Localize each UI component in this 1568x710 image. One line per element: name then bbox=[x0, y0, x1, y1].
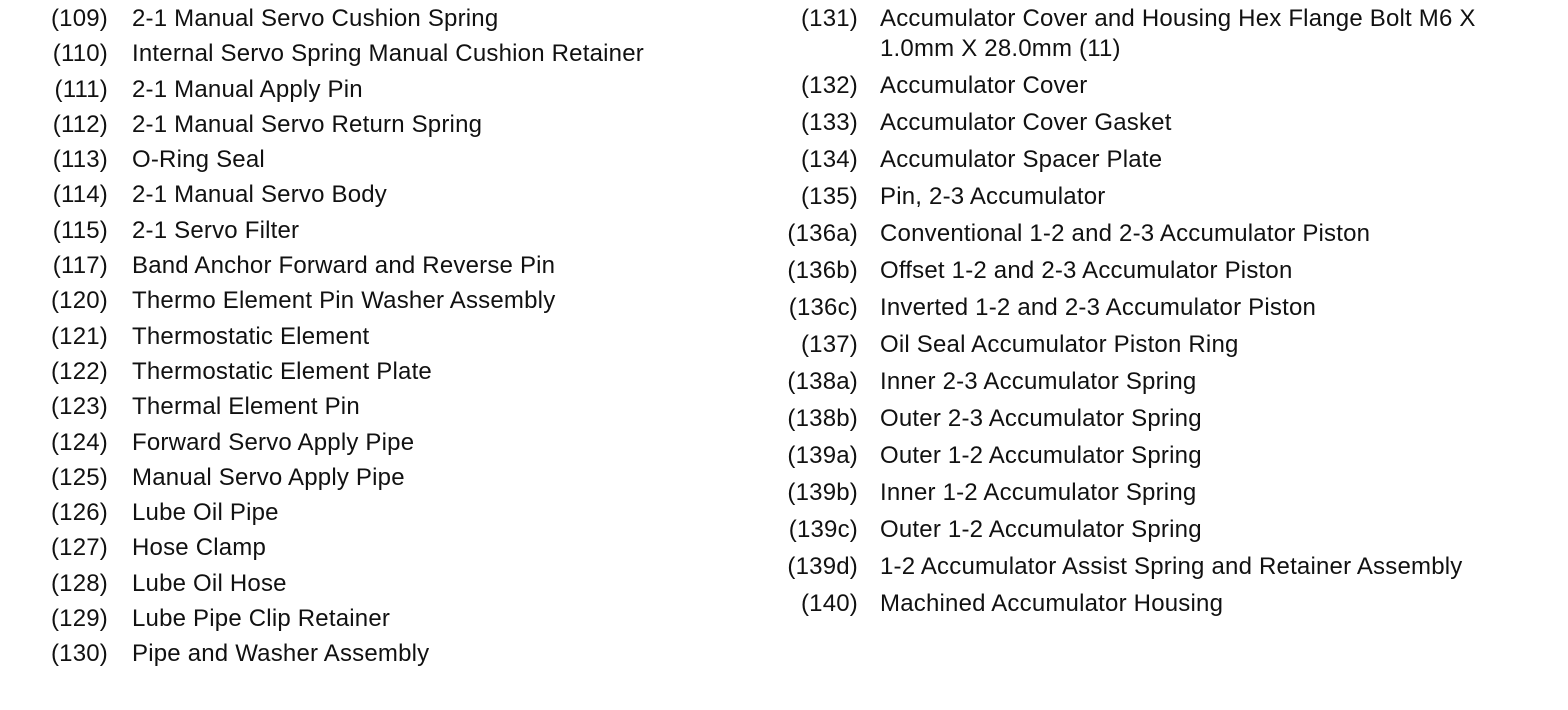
item-description: Internal Servo Spring Manual Cushion Retainer bbox=[132, 40, 644, 68]
item-number: (128) bbox=[50, 569, 108, 597]
item-description: Inner 1-2 Accumulator Spring bbox=[880, 479, 1197, 506]
list-item bbox=[770, 4, 1550, 64]
list-item bbox=[44, 357, 724, 387]
list-item bbox=[44, 463, 724, 493]
list-item bbox=[44, 286, 724, 316]
item-number: (139b) bbox=[787, 479, 858, 506]
item-description: Inverted 1-2 and 2-3 Accumulator Piston bbox=[880, 294, 1317, 321]
item-description: O-Ring Seal bbox=[132, 146, 265, 174]
item-description: Outer 1-2 Accumulator Spring bbox=[880, 442, 1202, 469]
list-item bbox=[44, 251, 724, 281]
list-item bbox=[44, 639, 724, 669]
item-description: Machined Accumulator Housing bbox=[880, 590, 1224, 617]
list-item bbox=[770, 589, 1550, 619]
list-item bbox=[770, 145, 1550, 175]
item-number: (137) bbox=[800, 331, 858, 358]
item-description: 2-1 Servo Filter bbox=[132, 216, 300, 244]
list-item bbox=[770, 219, 1550, 249]
item-description: Thermo Element Pin Washer Assembly bbox=[132, 287, 556, 315]
item-description: Lube Oil Hose bbox=[132, 569, 287, 597]
item-description: Accumulator Cover and Housing Hex Flange Bolt M6 X 1.0mm X 28.0mm (11) bbox=[880, 5, 1476, 62]
item-description: Outer 1-2 Accumulator Spring bbox=[880, 516, 1202, 543]
list-item bbox=[44, 604, 724, 634]
item-number: (134) bbox=[800, 146, 858, 173]
item-number: (138b) bbox=[787, 405, 858, 432]
item-description: Pin, 2-3 Accumulator bbox=[880, 183, 1106, 210]
item-description: Manual Servo Apply Pipe bbox=[132, 463, 405, 491]
item-description: Lube Pipe Clip Retainer bbox=[132, 605, 391, 633]
item-description: Accumulator Cover bbox=[880, 72, 1088, 99]
item-number: (138a) bbox=[787, 368, 858, 395]
item-description: Thermal Element Pin bbox=[132, 393, 360, 421]
item-number: (127) bbox=[50, 534, 108, 562]
list-item bbox=[770, 441, 1550, 471]
item-description: 2-1 Manual Apply Pin bbox=[132, 75, 363, 103]
item-description: Thermostatic Element Plate bbox=[132, 357, 432, 385]
item-description: Inner 2-3 Accumulator Spring bbox=[880, 368, 1197, 395]
item-number: (117) bbox=[52, 252, 108, 280]
list-item bbox=[44, 110, 724, 140]
list-item bbox=[44, 4, 724, 34]
list-item bbox=[44, 145, 724, 175]
list-item bbox=[770, 330, 1550, 360]
item-description: Accumulator Spacer Plate bbox=[880, 146, 1163, 173]
item-number: (133) bbox=[800, 109, 858, 136]
item-number: (111) bbox=[54, 75, 108, 103]
item-description: Pipe and Washer Assembly bbox=[132, 640, 430, 668]
item-number: (110) bbox=[52, 40, 108, 68]
item-description: Oil Seal Accumulator Piston Ring bbox=[880, 331, 1239, 358]
item-number: (125) bbox=[50, 463, 108, 491]
item-number: (126) bbox=[50, 499, 108, 527]
item-number: (121) bbox=[50, 322, 108, 350]
list-item bbox=[44, 569, 724, 599]
item-description: Outer 2-3 Accumulator Spring bbox=[880, 405, 1202, 432]
item-number: (139a) bbox=[787, 442, 858, 469]
list-item bbox=[770, 71, 1550, 101]
item-number: (112) bbox=[52, 110, 108, 138]
item-number: (115) bbox=[52, 216, 108, 244]
item-description: Forward Servo Apply Pipe bbox=[132, 428, 415, 456]
list-item bbox=[44, 498, 724, 528]
item-number: (136a) bbox=[787, 220, 858, 247]
item-description: 2-1 Manual Servo Body bbox=[132, 181, 388, 209]
list-item bbox=[770, 478, 1550, 508]
item-number: (131) bbox=[800, 5, 858, 32]
list-item bbox=[770, 182, 1550, 212]
item-description: Band Anchor Forward and Reverse Pin bbox=[132, 252, 556, 280]
left-parts-column bbox=[44, 4, 724, 675]
item-number: (123) bbox=[50, 393, 108, 421]
item-description: Hose Clamp bbox=[132, 534, 267, 562]
item-description: Offset 1-2 and 2-3 Accumulator Piston bbox=[880, 257, 1293, 284]
item-number: (136c) bbox=[788, 294, 858, 321]
item-number: (114) bbox=[52, 181, 108, 209]
list-item bbox=[770, 256, 1550, 286]
item-number: (124) bbox=[50, 428, 108, 456]
list-item bbox=[770, 108, 1550, 138]
item-description: Accumulator Cover Gasket bbox=[880, 109, 1172, 136]
item-description: Thermostatic Element bbox=[132, 322, 370, 350]
item-number: (129) bbox=[50, 605, 108, 633]
right-parts-column bbox=[770, 4, 1550, 626]
list-item bbox=[770, 293, 1550, 323]
list-item bbox=[44, 428, 724, 458]
item-number: (109) bbox=[50, 5, 108, 32]
list-item bbox=[44, 216, 724, 246]
item-number: (139d) bbox=[787, 553, 858, 580]
item-number: (130) bbox=[50, 640, 108, 668]
item-number: (140) bbox=[800, 590, 858, 617]
list-item bbox=[770, 552, 1550, 582]
item-description: 1-2 Accumulator Assist Spring and Retainer Assembly bbox=[880, 553, 1463, 580]
list-item bbox=[44, 392, 724, 422]
item-number: (136b) bbox=[787, 257, 858, 284]
item-number: (139c) bbox=[788, 516, 858, 543]
item-description: Conventional 1-2 and 2-3 Accumulator Piston bbox=[880, 220, 1371, 247]
item-description: 2-1 Manual Servo Cushion Spring bbox=[132, 5, 499, 32]
item-number: (113) bbox=[52, 146, 108, 174]
item-description: Lube Oil Pipe bbox=[132, 499, 279, 527]
item-number: (132) bbox=[800, 72, 858, 99]
list-item bbox=[770, 515, 1550, 545]
item-number: (120) bbox=[50, 287, 108, 315]
item-description: 2-1 Manual Servo Return Spring bbox=[132, 110, 483, 138]
list-item bbox=[770, 404, 1550, 434]
list-item bbox=[44, 39, 724, 69]
list-item bbox=[44, 533, 724, 563]
list-item bbox=[770, 367, 1550, 397]
list-item bbox=[44, 180, 724, 210]
list-item bbox=[44, 75, 724, 105]
item-number: (135) bbox=[800, 183, 858, 210]
list-item bbox=[44, 322, 724, 352]
item-number: (122) bbox=[50, 357, 108, 385]
